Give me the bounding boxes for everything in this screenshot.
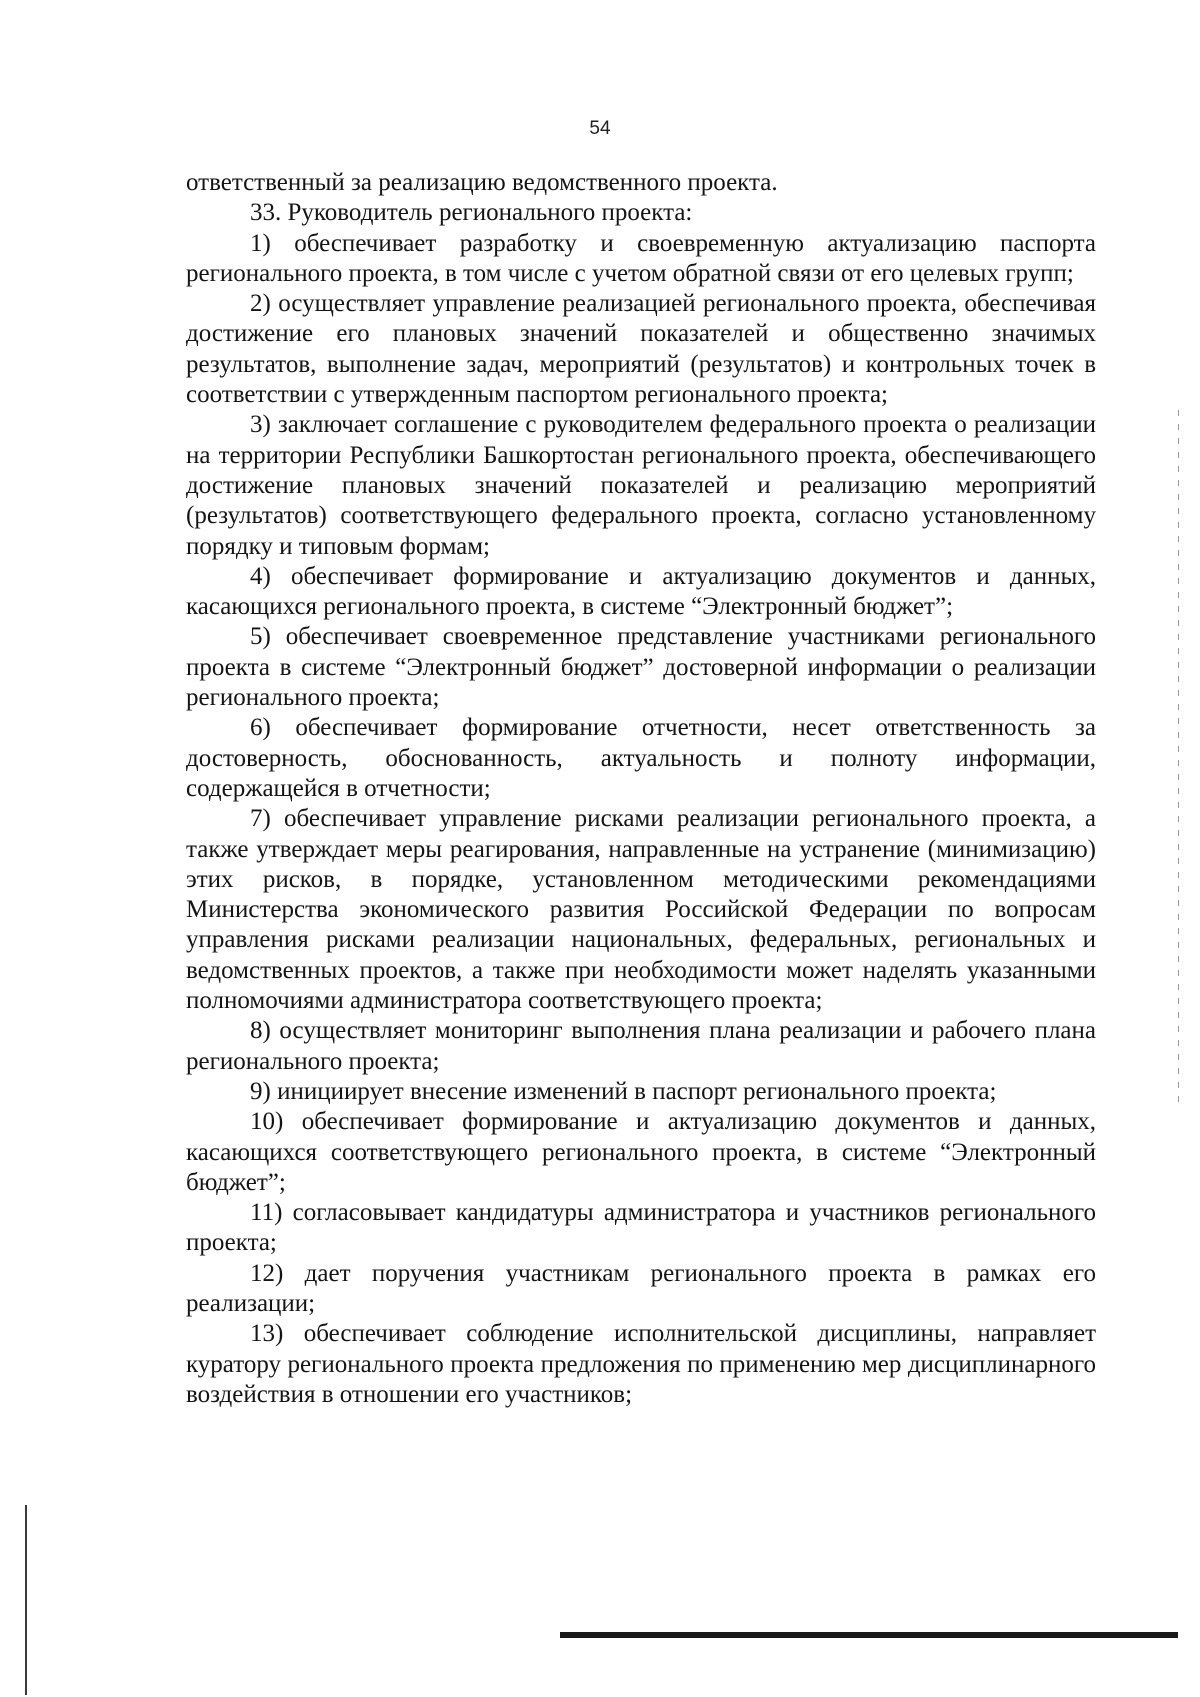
scan-artifact-bottom-bar: [560, 1632, 1178, 1638]
list-item-3: 3) заключает соглашение с руководителем федерального проекта о реализации на территории Республики Башкортостан регионального проекта, обеспечивающего достижение плановых значений показателей и реализацию мероприятий (результатов) соответствующего федерального проекта, согласно установленному порядку и типовым формам;: [186, 411, 1096, 560]
list-item-2: 2) осуществляет управление реализацией регионального проекта, обеспечивая достижение его плановых значений показателей и общественно значимых результатов, выполнение задач, мероприятий (результатов) и контрольных точек в соответствии с утвержденным паспортом регионального проекта;: [186, 290, 1096, 409]
scan-artifact-right-dotted-line: [1178, 410, 1179, 1110]
list-item-6: 6) обеспечивает формирование отчетности, несет ответственность за достоверность, обоснованность, актуальность и полноту информации, содержащейся в отчетности;: [186, 714, 1096, 802]
list-item-13: 13) обеспечивает соблюдение исполнительской дисциплины, направляет куратору регионального проекта предложения по применению мер дисциплинарного воздействия в отношении его участников;: [186, 1320, 1096, 1408]
list-item-1: 1) обеспечивает разработку и своевременную актуализацию паспорта регионального проекта, в том числе с учетом обратной связи от его целевых групп;: [186, 229, 1096, 287]
paragraph-continuation: ответственный за реализацию ведомственного проекта.: [186, 169, 778, 196]
list-item-7: 7) обеспечивает управление рисками реализации регионального проекта, а также утверждает меры реагирования, направленные на устранение (минимизацию) этих рисков, в порядке, установленном методическими рекомендациями Министерства экономического развития Российской Федерации по вопросам управления рисками реализации национальных, федеральных, региональных и ведомственных проектов, а также при необходимости может наделять указанными полномочиями администратора соответствующего проекта;: [186, 805, 1096, 1015]
list-item-11: 11) согласовывает кандидатуры администратора и участников регионального проекта;: [186, 1199, 1096, 1257]
list-item-4: 4) обеспечивает формирование и актуализацию документов и данных, касающихся регионального проекта, в системе “Электронный бюджет”;: [186, 562, 1096, 621]
section-heading-33: 33. Руководитель регионального проекта:: [250, 199, 693, 227]
list-item-5: 5) обеспечивает своевременное представление участниками регионального проекта в системе “Электронный бюджет” достоверной информации о реализации регионального проекта;: [186, 623, 1096, 712]
list-item-10: 10) обеспечивает формирование и актуализацию документов и данных, касающихся соответствующего регионального проекта, в системе “Электронный бюджет”;: [186, 1108, 1096, 1196]
list-item-12: 12) дает поручения участникам регионального проекта в рамках его реализации;: [186, 1259, 1096, 1317]
scan-artifact-left-line: [25, 1505, 27, 1695]
page-number: 54: [589, 118, 611, 139]
list-item-8: 8) осуществляет мониторинг выполнения плана реализации и рабочего плана регионального проекта;: [186, 1017, 1096, 1075]
document-body: [186, 168, 1096, 1410]
list-item-9: 9) инициирует внесение изменений в паспорт регионального проекта;: [250, 1077, 997, 1105]
